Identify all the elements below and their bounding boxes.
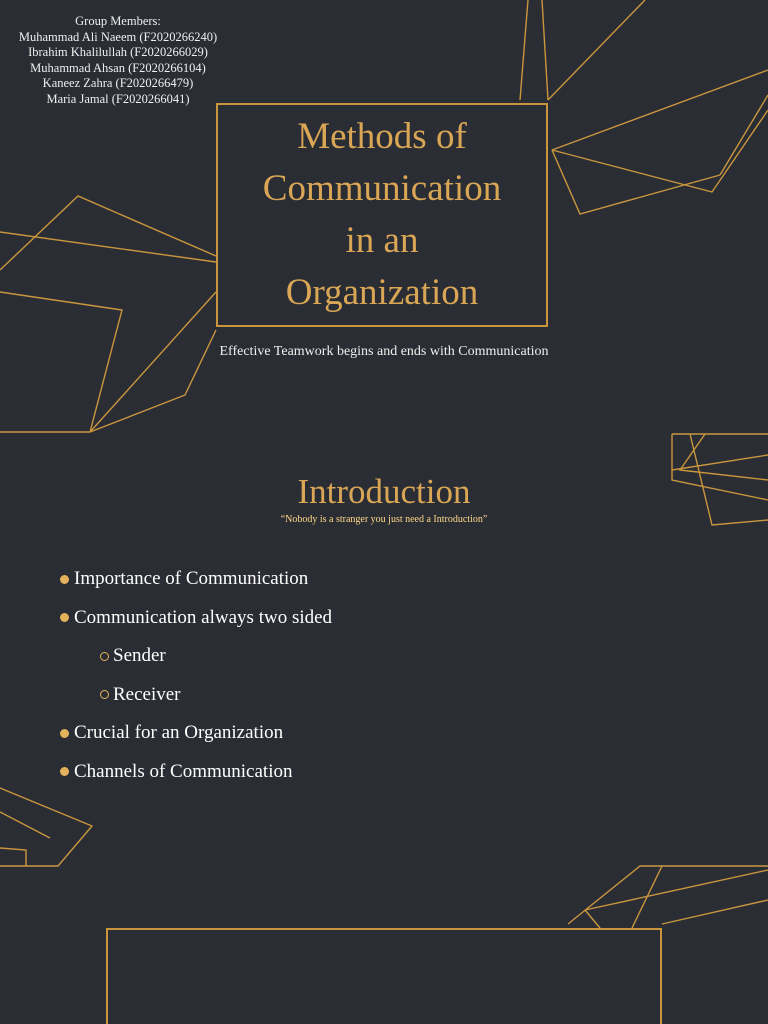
member-name: Muhammad Ahsan (F2020266104) <box>30 60 206 75</box>
bullet-text: Crucial for an Organization <box>74 722 284 744</box>
title-line: Methods of <box>297 116 467 157</box>
intro-title: Introduction <box>297 472 471 511</box>
bullet-ring-icon <box>100 652 109 661</box>
bullet-dot-icon <box>60 767 69 776</box>
title-line: Organization <box>285 272 479 313</box>
bullet-dot-icon <box>60 575 69 584</box>
bullet-dot-icon <box>60 729 69 738</box>
bullet-text: Communication always two sided <box>74 606 333 628</box>
next-slide-frame <box>106 928 662 1024</box>
bullet-item <box>60 714 560 753</box>
bullet-list <box>60 560 560 791</box>
sub-bullet-item <box>60 637 560 676</box>
intro-quote: “Nobody is a stranger you just need a Introduction” <box>280 514 488 525</box>
member-name: Kaneez Zahra (F2020266479) <box>42 76 194 90</box>
bullet-text: Receiver <box>113 683 181 705</box>
title-line: in an <box>345 220 419 261</box>
bullet-item <box>60 753 560 792</box>
bullet-item <box>60 599 560 638</box>
sub-bullet-item <box>60 676 560 715</box>
bullet-text: Channels of Communication <box>74 760 293 782</box>
group-members-list <box>0 14 236 107</box>
bullet-text: Importance of Communication <box>74 568 309 590</box>
member-name: Maria Jamal (F2020266041) <box>46 91 190 106</box>
bullet-item <box>60 560 560 599</box>
bullet-dot-icon <box>60 613 69 622</box>
title-frame <box>216 103 548 327</box>
tagline: Effective Teamwork begins and ends with Communication <box>219 344 549 359</box>
presentation-title <box>218 111 546 319</box>
title-line: Communication <box>262 168 502 209</box>
member-name: Ibrahim Khalilullah (F2020266029) <box>28 45 208 59</box>
bullet-text: Sender <box>113 645 166 667</box>
members-heading: Group Members: <box>75 14 161 28</box>
member-name: Muhammad Ali Naeem (F2020266240) <box>18 29 218 44</box>
bullet-ring-icon <box>100 690 109 699</box>
